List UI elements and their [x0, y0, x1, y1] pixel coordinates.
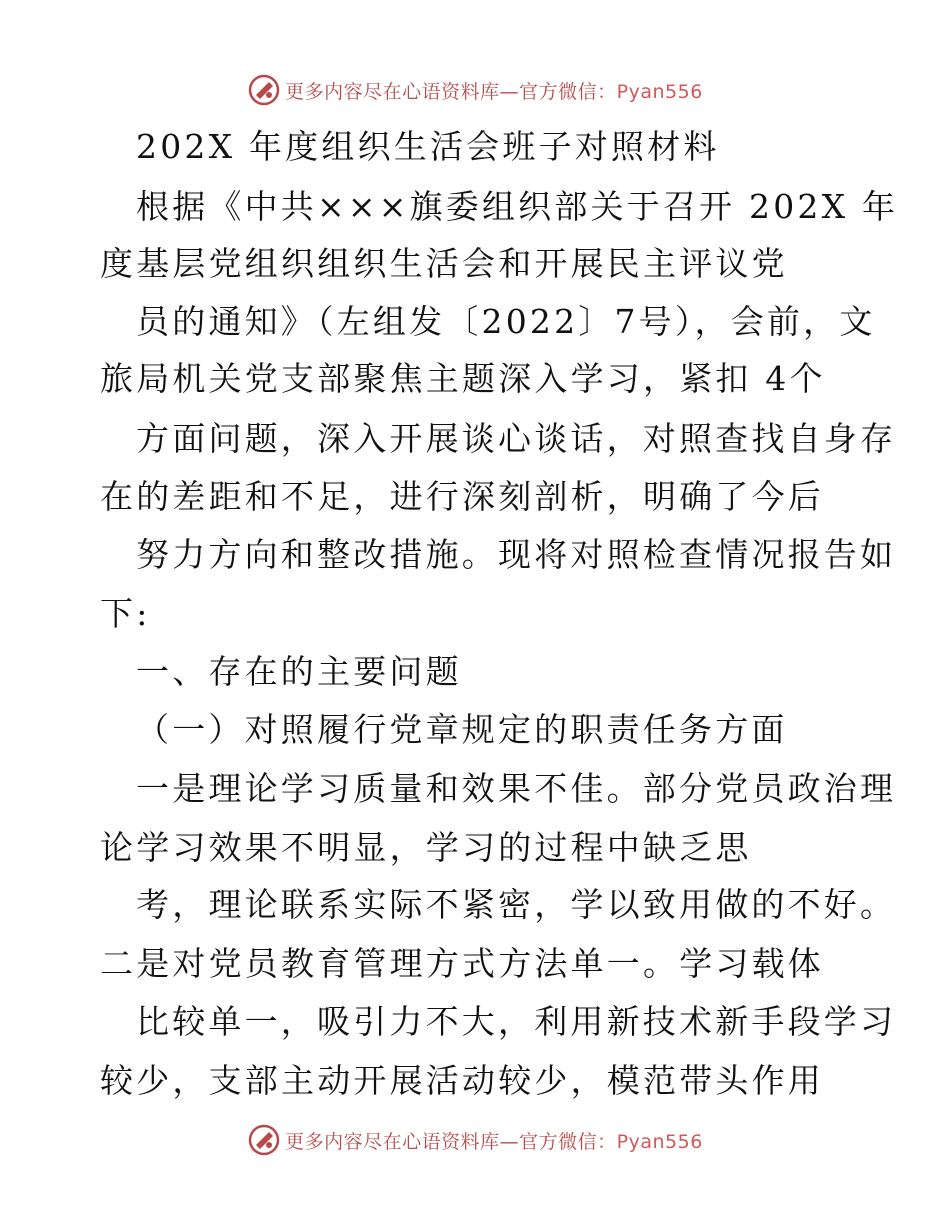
doc-line: 论学习效果不明显，学习的过程中缺乏思 — [100, 828, 752, 867]
watermark-text: 更多内容尽在心语资料库—官方微信：Pyan556 — [285, 1130, 703, 1153]
doc-title: 202X 年度组织生活会班子对照材料 — [136, 127, 720, 166]
doc-line: 下: — [100, 594, 151, 633]
doc-line: 旅局机关党支部聚焦主题深入学习，紧扣 4个 — [100, 359, 826, 398]
subsection-heading: （一）对照履行党章规定的职责任务方面 — [136, 710, 788, 749]
doc-line: 考，理论联系实际不紧密，学以致用做的不好。 — [136, 885, 897, 924]
doc-line: 较少，支部主动开展活动较少，模范带头作用 — [100, 1061, 824, 1100]
seal-logo-icon — [247, 73, 281, 107]
watermark-id: Pyan556 — [616, 1130, 703, 1153]
footer-watermark — [0, 1120, 950, 1160]
seal-logo-icon — [247, 1123, 281, 1157]
section-heading: 一、存在的主要问题 — [136, 652, 462, 691]
header-watermark — [0, 70, 950, 110]
doc-line: 二是对党员教育管理方式方法单一。学习载体 — [100, 944, 824, 983]
doc-line: 方面问题，深入开展谈心谈话，对照查找自身存 — [136, 419, 897, 458]
doc-line: 度基层党组织组织生活会和开展民主评议党 — [100, 244, 788, 283]
doc-line: 一是理论学习质量和效果不佳。部分党员政治理 — [136, 769, 897, 808]
doc-line: 根据《中共×××旗委组织部关于召开 202X 年 — [136, 187, 899, 226]
doc-line: 努力方向和整改措施。现将对照检查情况报告如 — [136, 535, 897, 574]
watermark-text: 更多内容尽在心语资料库—官方微信：Pyan556 — [285, 80, 703, 103]
doc-line: 比较单一，吸引力不大，利用新技术新手段学习 — [136, 1002, 897, 1041]
watermark-id: Pyan556 — [616, 80, 703, 103]
doc-line: 员的通知》（左组发〔2022〕7号），会前，文 — [136, 302, 876, 341]
doc-line: 在的差距和不足，进行深刻剖析，明确了今后 — [100, 477, 824, 516]
